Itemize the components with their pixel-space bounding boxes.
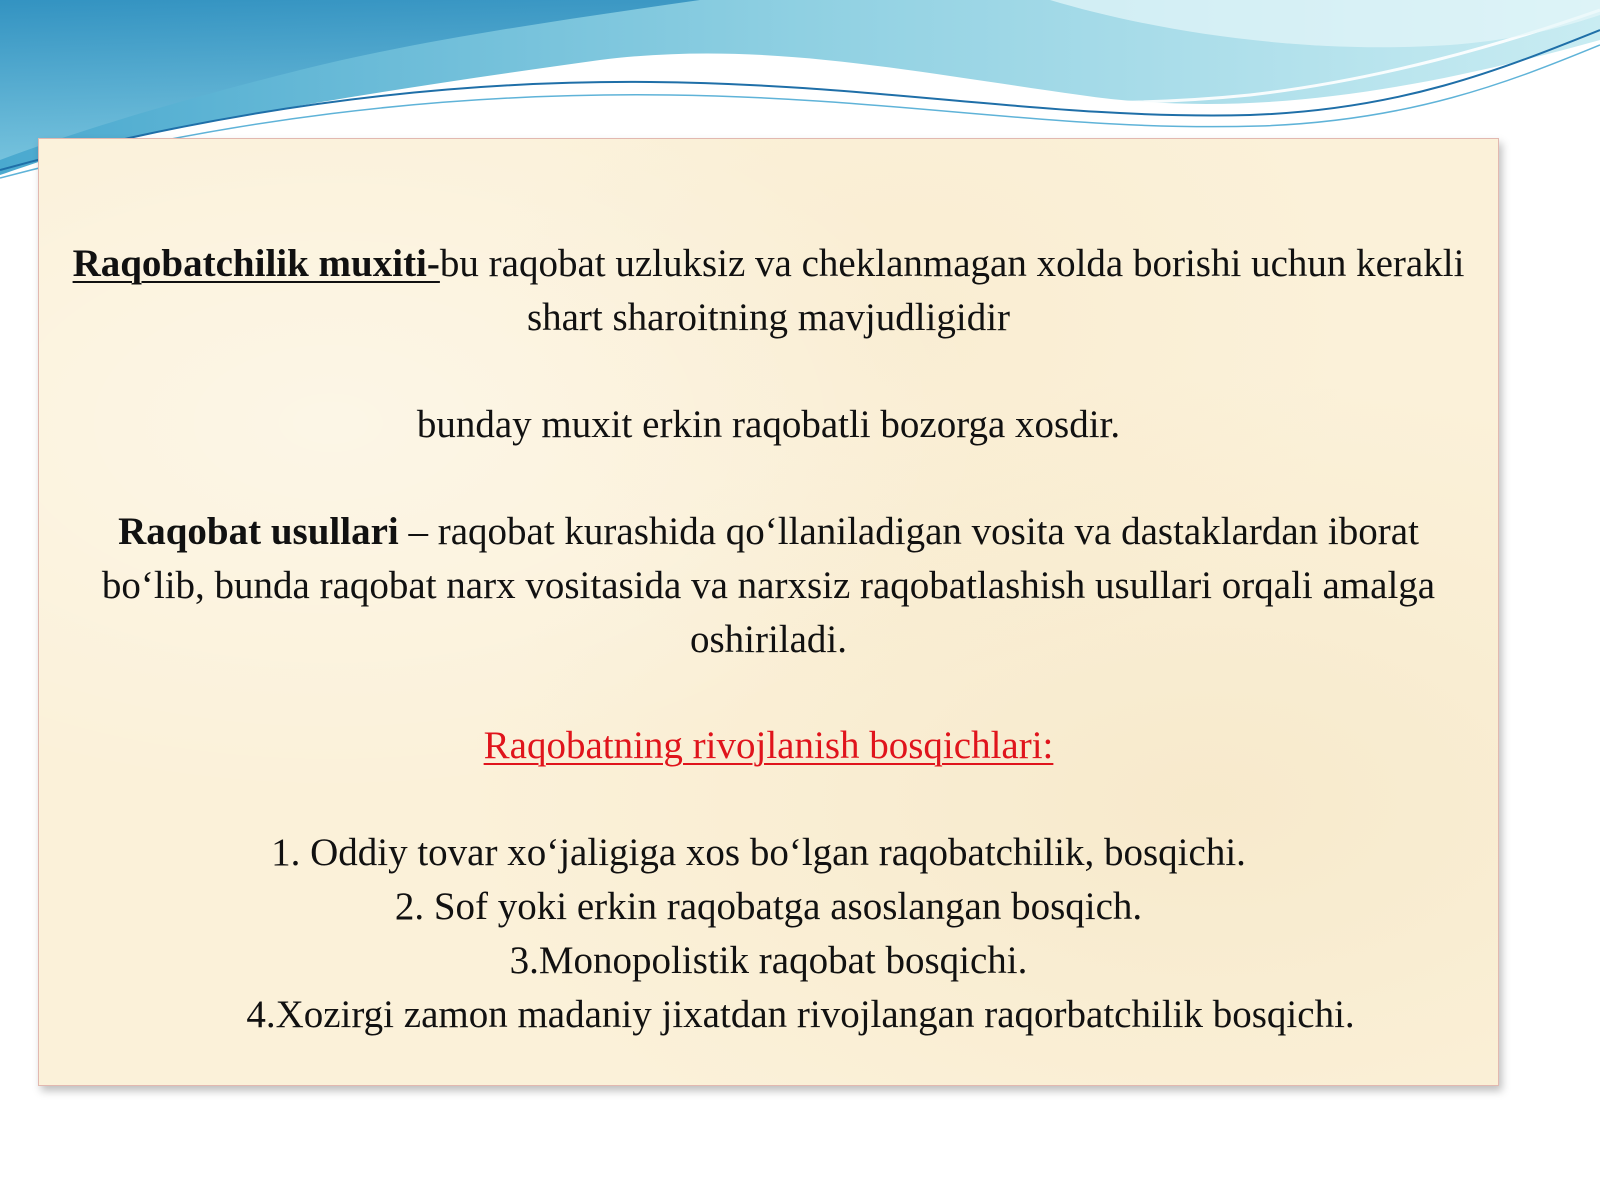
term-competition-methods: Raqobat usullari bbox=[118, 510, 399, 553]
stage-item-3: 3.Monopolistik raqobat bosqichi. bbox=[509, 939, 1028, 982]
stages-heading bbox=[39, 719, 1498, 773]
definition-competition-methods-text: – raqobat kurashida qo‘llaniladigan vosita va dastaklardan iborat bo‘lib, bunda raqobat narx vositasida va narxsiz raqobatlashish usullari orqali amalga oshiriladi. bbox=[101, 510, 1436, 661]
note-free-market: bunday muxit erkin raqobatli bozorga xosdir. bbox=[416, 403, 1121, 446]
stage-item-4: 4.Xozirgi zamon madaniy jixatdan rivojlangan raqorbatchilik bosqichi. bbox=[246, 993, 1355, 1036]
term-competition-environment: Raqobatchilik muxiti- bbox=[72, 242, 440, 285]
stages-heading-text: Raqobatning rivojlanish bosqichlari: bbox=[483, 724, 1054, 767]
stage-item-1: 1. Oddiy tovar xo‘jaligiga xos bo‘lgan raqobatchilik, bosqichi. bbox=[271, 831, 1246, 874]
stage-item-2: 2. Sof yoki erkin raqobatga asoslangan bosqich. bbox=[394, 885, 1143, 928]
definition-competition-environment bbox=[39, 237, 1498, 345]
content-box bbox=[38, 138, 1499, 1086]
stages-list bbox=[39, 826, 1498, 1042]
definition-competition-environment-text: bu raqobat uzluksiz va cheklanmagan xolda borishi uchun kerakli shart sharoitning mavjudligidir bbox=[439, 242, 1465, 339]
definition-competition-methods bbox=[39, 505, 1498, 667]
